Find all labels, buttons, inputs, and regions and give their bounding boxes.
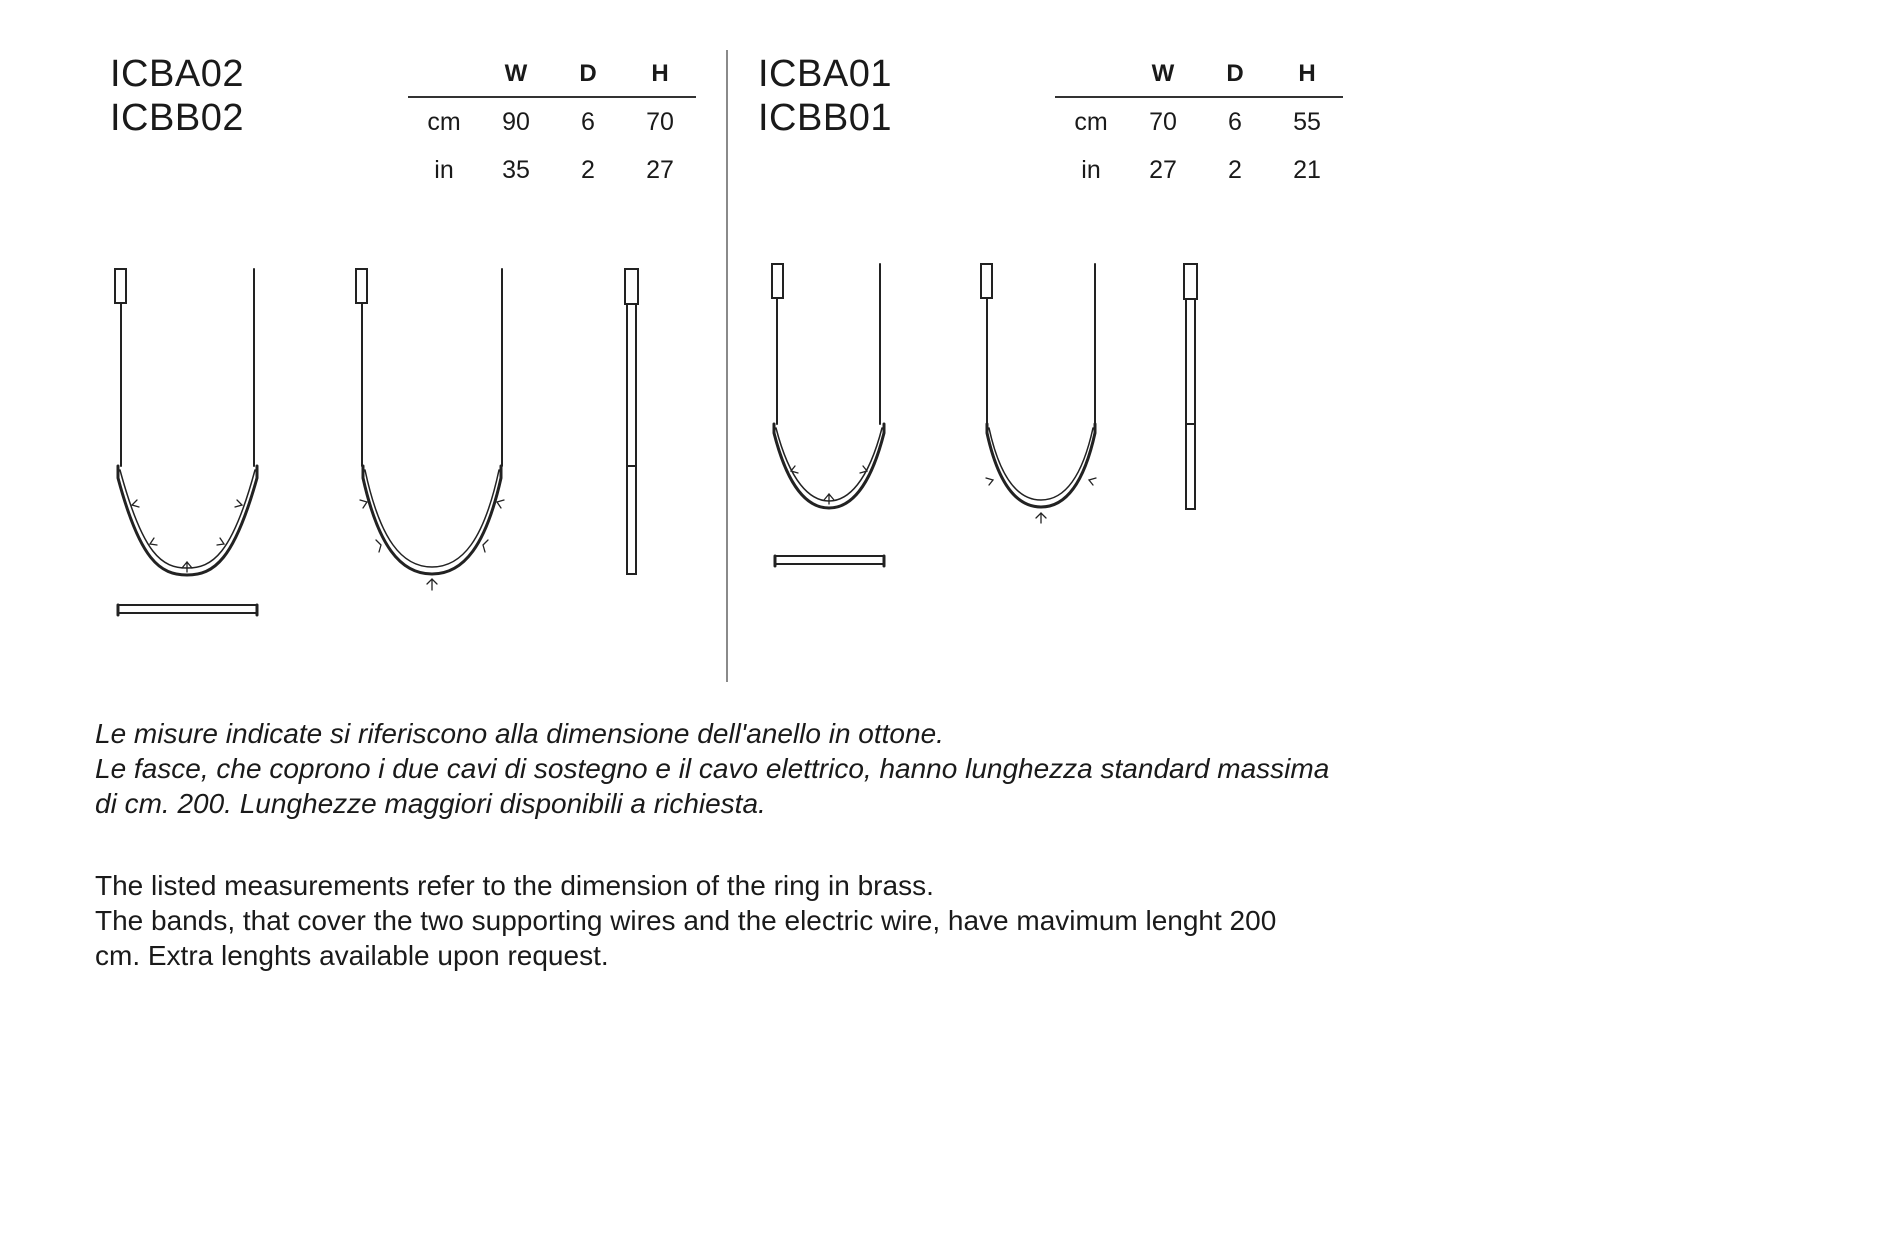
product-code: ICBA01: [758, 53, 892, 95]
lamp-small-top-view: [775, 556, 884, 566]
notes-italian: [95, 716, 1385, 821]
width-cell: 27: [1149, 155, 1177, 184]
note-line: di cm. 200. Lunghezze maggiori disponibili a richiesta.: [95, 788, 766, 819]
lamp-small-front-view: [772, 264, 884, 508]
lamp-small-side-rotated-view: [981, 264, 1096, 523]
height-cell: 70: [646, 107, 674, 136]
depth-cell: 2: [581, 155, 595, 184]
height-header: H: [1271, 52, 1343, 97]
depth-cell: 6: [581, 107, 595, 136]
width-cell: 35: [502, 155, 530, 184]
depth-cell: 6: [1228, 107, 1242, 136]
product-code: ICBB01: [758, 97, 892, 139]
product-code: ICBA02: [110, 53, 244, 95]
height-cell: 55: [1293, 107, 1321, 136]
lamp-large-top-view: [118, 605, 257, 615]
notes-english: [95, 868, 1385, 973]
width-header: W: [480, 52, 552, 97]
unit-cell: cm: [427, 107, 461, 136]
note-line: The bands, that cover the two supporting wires and the electric wire, have mavimum lenght 200: [95, 905, 1277, 936]
depth-header: D: [1199, 52, 1271, 97]
depth-header: D: [552, 52, 624, 97]
unit-cell: cm: [1074, 107, 1108, 136]
height-cell: 27: [646, 155, 674, 184]
height-cell: 21: [1293, 155, 1321, 184]
depth-cell: 2: [1228, 155, 1242, 184]
note-line: Le fasce, che coprono i due cavi di sostegno e il cavo elettrico, hanno lunghezza standard massima: [95, 753, 1330, 784]
width-cell: 90: [502, 107, 530, 136]
lamp-large-side-rotated-view: [356, 269, 504, 590]
height-header: H: [624, 52, 696, 97]
lamp-large-side-view: [625, 269, 638, 574]
width-header: W: [1127, 52, 1199, 97]
lamp-small-side-view: [1184, 264, 1197, 509]
note-line: Le misure indicate si riferiscono alla dimensione dell'anello in ottone.: [95, 718, 944, 749]
unit-cell: in: [434, 155, 454, 184]
unit-cell: in: [1081, 155, 1101, 184]
width-cell: 70: [1149, 107, 1177, 136]
lamp-large-front-view: [115, 269, 257, 575]
note-line: The listed measurements refer to the dimension of the ring in brass.: [95, 870, 934, 901]
product-code: ICBB02: [110, 97, 244, 139]
note-line: cm. Extra lenghts available upon request.: [95, 940, 609, 971]
